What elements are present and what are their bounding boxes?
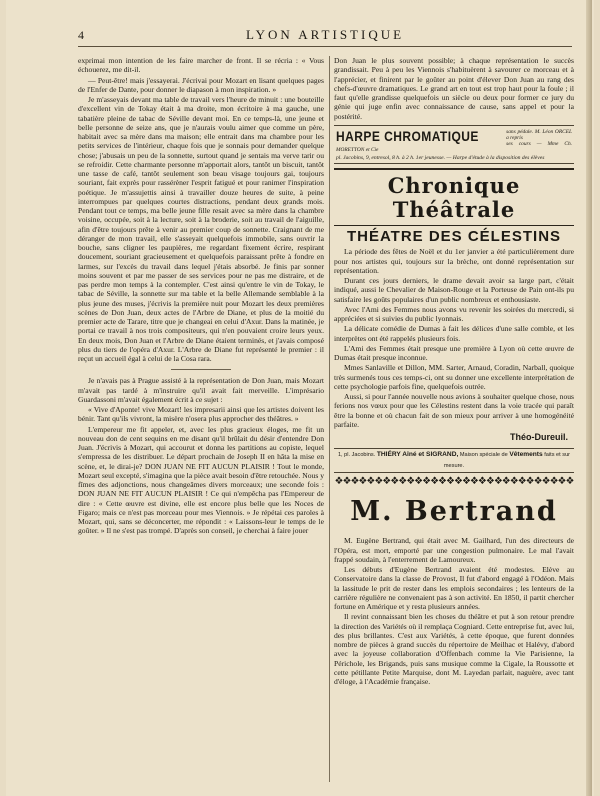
review-paragraph: La période des fêtes de Noël et du 1er janvier a été particulièrement dure pour nos artistes qui, toujours sur la brèche, ont donné représentation sur représentation. (334, 247, 574, 275)
chronique-title: Chronique Théâtrale (387, 173, 521, 223)
column-rule (329, 56, 330, 782)
ad-product: Vêtements (509, 451, 543, 459)
obituary-paragraph: Les débuts d'Eugène Bertrand avaient été modestes. Elève au Conservatoire dans la classe de Provost, Il fut d'abord engagé à l'Odéon. Mais la lassitude le prit de rester dans les emplois secondaires ; les lenteurs de la carrière régulière ne convenaient pas à son activité. En 1850, il partit chercher fortune en Amérique et y resta plusieurs années. (334, 565, 574, 612)
author-signature: Théo-Dureuil. (510, 432, 568, 443)
page-number: 4 (78, 28, 84, 42)
left-column (78, 56, 324, 784)
article-paragraph: Je m'asseyais devant ma table de travail vers l'heure de minuit : une bouteille d'excellent vin de Tokay était à ma droite, mon écritoire à ma gauche, une tabatière pleine de tabac de Séville devant moi. En ce temps-là, une jeune et belle personne de seize ans, que je n'aurais voulu aimer que comme un père, habitait avec sa mère dans ma maison; elle entrait dans ma chambre pour les petits services de l'intérieur, chaque fois que je sonnais pour demander quelque chose; j'abusais un peu de la sonnette, surtout quand je sentais ma verve tarir ou se refroidir. Cette charmante personne m'apportait alors, tantôt un biscuit, tantôt une tasse de café, tantôt seulement son beau visage toujours gai, toujours souriant, fait exprès pour rassérèner l'esprit fatigué et pour ranimer l'inspiration poétique. Je m'assujettis ainsi à travailler douze heures de suite, à peine interrompues par quelques courtes distractions, pendant deux grands mois. Pendant tout ce temps, ma belle jeune fille resait avec sa mère dans la chambre voisine, occupée, soit à la lecture, soit à la broderie, soit au travail de l'aiguille, afin d'être toujours prête à venir au premier coup de sonnette. Craignant de me déranger de mon travail, elle s'asseyait quelquefois immobile, sans ouvrir la bouche, sans cligner les paupières, me regardant fixement écrire, respirant doucement, souriant gracieusement et quelquefois paraissant prête à fondre en larmes, sur l'excès du travail dans lequel j'étais absorbé. Je finis par sonner moins souvent et par me passer de ses services pour ne pas me distraire, et de pas perdre mon temps à la contempler. C'est ainsi qu'entre le vin de Tokay, le tabac de Séville, la sonnette sur ma table et la belle Allemande semblable à la plus jeune des muses, j'écrivis la première nuit pour Mozart les deux premières scènes de Don Juan, deux actes de l'Arbre de Diane, et plus de la moitié du premier acte de Tarare, titre que je changeai en celui d'Axur. Dans la matinée, je portai ce travail à nos trois compositeurs, qui n'en pouvaient croire leurs yeux. En deux mois, Don Juan et l'Arbre de Diane étaient terminés, et j'avais composé plus du tiers de l'opéra d'Axur. L'Arbre de Diane fut représenté le premier : il reçut un accueil égal à celui de la Cosa rara. (78, 95, 324, 363)
article-paragraph: Don Juan le plus souvent possible; à chaque représentation le succès grandissait. Peu à peu les Viennois s'habituèrent à savourer ce morceau et à l'apprécier, et finirent par le goûter au point d'élever Don Juan au rang des chefs-d'œuvre dramatiques. Le grand art en tout est trop haut pour la foule ; il faut qu'elle grandisse quelquefois un siècle ou deux pour former ce jury du génie qui juge enfin avec connaissance de cause, sans appel et pour la postérité. (334, 56, 574, 121)
obituary-paragraph: M. Eugène Bertrand, qui était avec M. Gailhard, l'un des directeurs de l'Opéra, est mort, emporté par une congestion pulmonaire. Le mal l'avait frappé soudain, à l'enterrement de Lamoureux. (334, 536, 574, 564)
obituary-paragraph: Il revint connaissant bien les choses du théâtre et put à son retour prendre la direction des Variétés où il remplaça Cogniard. Cette entreprise fut, avec lui, des plus brillantes. C'est aux Variétés, à cette époque, que furent données nombre de pièces à grand succès du répertoire de Meilhac et Halévy, d'abord avec la joyeuse collaboration d'Offenbach comme la Vie Parisienne, la Périchole, les Brigands, puis sans musique comme la Cigale, la Roussotte et cette pétillante Petite Marquise, dont M. Layedan parlait, naguère, avec tant d'éloge, à l'Académie française. (334, 612, 574, 687)
article-paragraph: « Vive d'Aponte! vive Mozart! les impresarii ainsi que les artistes doivent les bénir. Tant qu'ils vivront, la misère n'osera plus approcher des théâtres. » (78, 405, 324, 424)
review-paragraph: Aussi, si pour l'année nouvelle nous avions à souhaiter quelque chose, nous ferions nos vœux pour que les Célestins restent dans la voie tracée qui paraît être la bonne et où chacun fait de son mieux pour arriver à une homogénéité parfaite. (334, 392, 574, 429)
review-paragraph: Mmes Sanlaville et Dillon, MM. Sarter, Arnaud, Coradin, Narball, quoique très surmenés tous ces temps-ci, ont su donner une excellente interprétation de cette psychologie parfois fine, quelquefois outrée. (334, 363, 574, 391)
page-header (78, 28, 572, 47)
page-edge-shadow (586, 0, 592, 796)
ad-brand: THIÉRY Aîné et SIGRAND, (376, 451, 459, 459)
harpe-ad-side-line: ses cours — Mme Ch. MORETTON et Cie (336, 141, 572, 154)
ad-suffix: faits et sur mesure. (443, 452, 571, 470)
ad-middle-text: Maison spéciale de (459, 452, 508, 459)
section-divider (171, 369, 231, 370)
harpe-ad-side-line: sans pédale. M. Léon ORCEL a repris (506, 128, 572, 141)
harpe-advertisement (334, 125, 574, 164)
article-paragraph: exprimai mon intention de les faire marcher de front. Il se récria : « Vous échouerez, me dit-il. (78, 56, 324, 75)
review-paragraph: L'Ami des Femmes était presque une première à Lyon où cette œuvre de Dumas était presque inconnue. (334, 343, 574, 363)
ad-address: 1, pl. Jacobins. (337, 452, 376, 459)
article-paragraph: Je n'avais pas à Prague assisté à la représentation de Don Juan, mais Mozart m'avait pas tardé à m'instruire qu'il avait fait merveille. L'imprésario Guardassoni m'avait également écrit à ce sujet : (78, 376, 324, 404)
chronique-banner (334, 168, 574, 226)
article-paragraph: — Peut-être! mais j'essayerai. J'écrivai pour Mozart en lisant quelques pages de l'Enfer de Dante, pour donner le diapason à mon inspiration. » (78, 75, 324, 94)
article-paragraph: L'empereur me fit appeler, et, avec les plus gracieux éloges, me fit un nouveau don de cent sequins en me disant qu'il brûlait du désir d'entendre Don Juan. J'écrivis à Mozart, qui accourut et donna les partitions au copiste, lequel s'empressa de les distribuer. Le départ prochain de Joseph II en hâta la mise en scène, et, le dirai-je? DON JUAN NE FIT AUCUN PLAISIR ! Tout le monde, Mozart seul excepté, s'imagina que la pièce avait besoin d'être retouchée. Nous y fîmes des adjonctions, nous changeâmes divers morceaux; une seconde fois : DON JUAN NE FIT AUCUN PLAISIR ! Ce qui n'empêcha pas l'Empereur de dire : « Cette œuvre est divine, elle est encore plus belle que les Noces de Figaro; mais ce n'est pas morceau pour mes Viennois. » Je répétai ces paroles à Mozart, qui, sans se déconcerter, me répondit : « Laissons-leur le temps de le goûter. » Il ne s'est pas trompé. D'après son conseil, je cherchai à faire jouer (78, 424, 324, 536)
clothing-advertisement (334, 448, 574, 473)
harpe-ad-title: HARPE CHROMATIQUE (336, 127, 479, 144)
review-paragraph: Avec l'Ami des Femmes nous avons vu revenir les soirées du mercredi, si appréciées et si suivies du public lyonnais. (334, 304, 574, 324)
section-title: THÉATRE DES CÉLESTINS (346, 228, 562, 246)
obituary-title: M. Bertrand (350, 496, 558, 528)
harpe-ad-address: pl. Jacobins, 9, entresol, 8 h. à 2 h. 1er jeunesse. — Harpe d'étude à la disposition des élèves (336, 154, 545, 161)
ornamental-border: ❖❖❖❖❖❖❖❖❖❖❖❖❖❖❖❖❖❖❖❖❖❖❖❖❖❖❖❖❖❖ (334, 476, 574, 488)
review-paragraph: La délicate comédie de Dumas à fait les délices d'une salle comble, et les interprètes ont été rappelés plusieurs fois. (334, 324, 574, 343)
running-title: LYON ARTISTIQUE (245, 27, 405, 42)
review-paragraph: Durant ces jours derniers, le drame devait avoir sa large part, c'était indiqué, aussi le Chevalier de Maison-Rouge et la Porteuse de Pain ont-ils pu satisfaire les goûts populaires d'un public nombreux et enthousiaste. (334, 276, 574, 304)
right-column (334, 56, 574, 784)
newspaper-page (6, 0, 594, 796)
